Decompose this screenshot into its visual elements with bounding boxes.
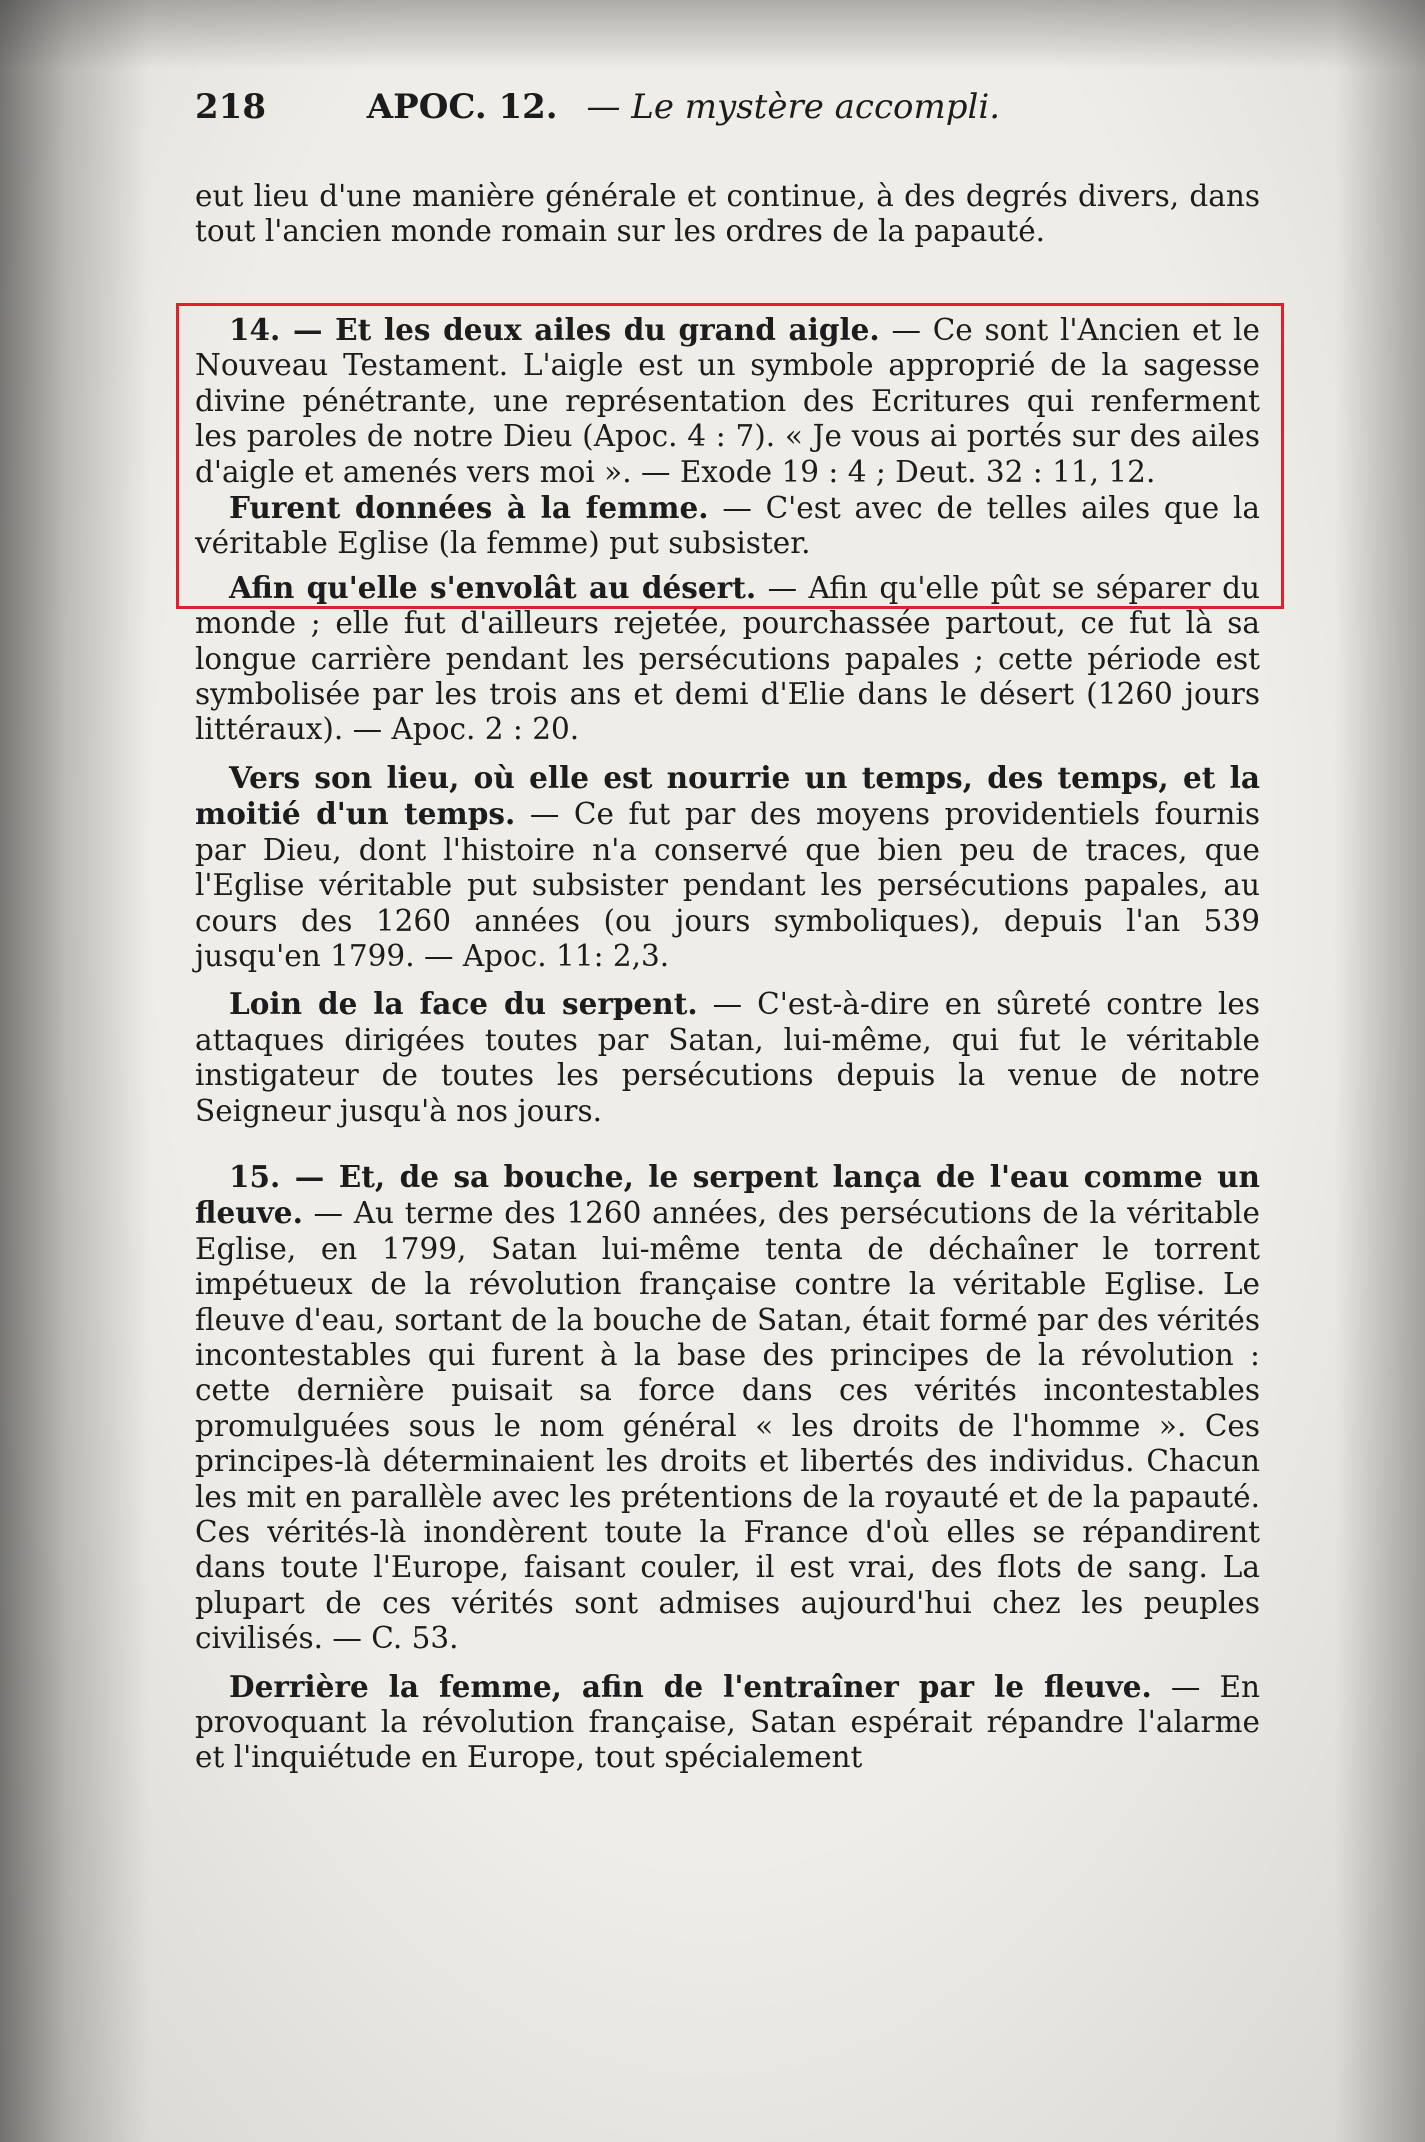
right-edge-shadow bbox=[1335, 0, 1425, 2142]
paragraph-afin-qu-elle: Afin qu'elle s'envolât au désert. — Afin qu'elle pût se séparer du monde ; elle fut d'ailleurs rejetée, pourchassée partout, ce fut là sa longue carrière pendant les persécutions papales ; cette période est symbolisée par les trois ans et demi d'Elie dans le désert (1260 jours littéraux). — Apoc. 2 : 20. bbox=[195, 569, 1260, 747]
chapter-reference: APOC. 12. bbox=[366, 87, 558, 127]
paragraph: eut lieu d'une manière générale et continue, à des degrés divers, dans tout l'ancien monde romain sur les ordres de la papauté. bbox=[195, 179, 1260, 249]
verse-14-text: — Ce sont l'Ancien et le Nouveau Testament. L'aigle est un symbole approprié de la sagesse divine pénétrante, une représentation des Ecritures qui renferment les paroles de notre Dieu (Apoc. 4 : 7). « Je vous ai portés sur des ailes d'aigle et amenés vers moi ». — Exode 19 : 4 ; Deut. 32 : 11, 12. bbox=[195, 313, 1260, 489]
paragraph-verse-15: 15. — Et, de sa bouche, le serpent lança de l'eau comme un fleuve. — Au terme des 1260 années, des persécutions de la véritable Eglise, en 1799, Satan lui-même tenta de déchaîner le torrent impétueux de la révolution française contre la véritable Eglise. Le fleuve d'eau, sortant de la bouche de Satan, était formé par des vérités incontestables qui furent à la base des principes de la révolution : cette dernière puisait sa force dans ces vérités incontestables promulguées sous le nom général « les droits de l'homme ». Ces principes-là déterminaient les droits et libertés des individus. Chacun les mit en parallèle avec les prétentions de la royauté et de la papauté. Ces vérités-là inondèrent toute la France d'où elles se répandirent dans toute l'Europe, faisant couler, il est vrai, des flots de sang. La plupart de ces vérités sont admises aujourd'hui chez les peuples civilisés. — C. 53. bbox=[195, 1158, 1261, 1656]
page-number: 218 bbox=[195, 87, 266, 127]
paragraph-vers-son-lieu: Vers son lieu, où elle est nourrie un temps, des temps, et la moitié d'un temps. — Ce fut par des moyens providentiels fournis par Dieu, dont l'histoire n'a conservé que bien peu de traces, que l'Eglise véritable put subsister pendant les persécutions papales, au cours des 1260 années (ou jours symboliques), depuis l'an 539 jusqu'en 1799. — Apoc. 11: 2,3. bbox=[195, 759, 1260, 973]
paragraph-continuation bbox=[195, 178, 1260, 250]
top-edge-shadow bbox=[0, 0, 1425, 70]
verse-14-lead: 14. — Et les deux ailes du grand aigle. bbox=[229, 312, 880, 347]
running-title: — Le mystère accompli. bbox=[586, 87, 1001, 127]
paragraph-loin-de-la-face: Loin de la face du serpent. — C'est-à-dire en sûreté contre les attaques dirigées toutes par Satan, lui-même, qui fut le véritable instigateur de toutes les persécutions depuis la venue de notre Seigneur jusqu'à nos jours. bbox=[195, 986, 1260, 1128]
running-header bbox=[195, 82, 1275, 132]
highlight-box bbox=[176, 303, 1284, 609]
paragraph-derriere-la-femme: Derrière la femme, afin de l'entraîner par le fleuve. — En provoquant la révolution française, Satan espérait répandre l'alarme et l'inquiétude en Europe, tout spécialement bbox=[195, 1668, 1260, 1775]
paragraph-furent-donnees: Furent données à la femme. — C'est avec de telles ailes que la véritable Eglise (la femme) put subsister. bbox=[195, 490, 1260, 561]
left-edge-shadow bbox=[0, 0, 150, 2142]
